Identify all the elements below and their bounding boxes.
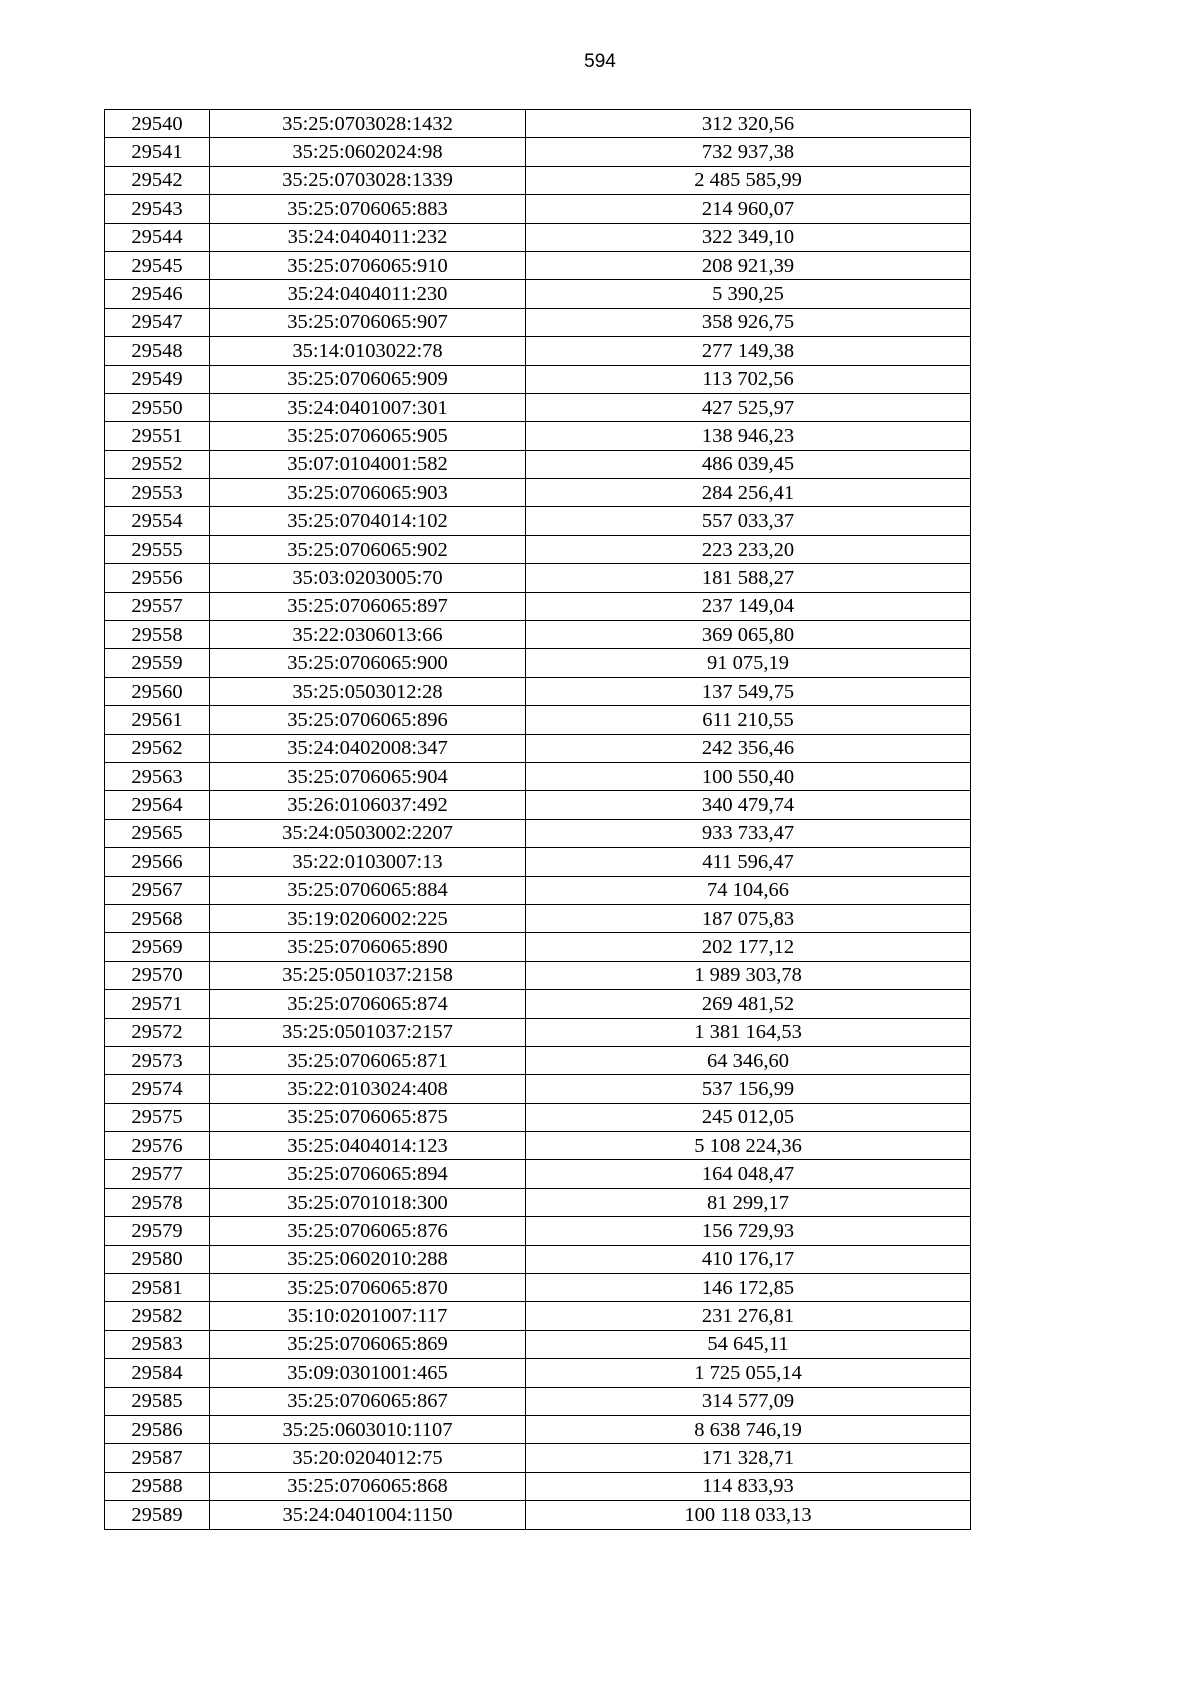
row-number-cell: 29549 (105, 365, 210, 393)
table-row (105, 1046, 971, 1074)
cadastral-value-cell: 1 989 303,78 (526, 961, 971, 989)
cadastral-value-cell: 284 256,41 (526, 479, 971, 507)
page-number: 594 (584, 51, 616, 72)
cadastral-value-cell: 537 156,99 (526, 1075, 971, 1103)
cadastral-number-cell: 35:25:0706065:907 (210, 308, 526, 336)
table-row (105, 1415, 971, 1443)
row-number-cell: 29562 (105, 734, 210, 762)
cadastral-value-cell: 81 299,17 (526, 1188, 971, 1216)
cadastral-number-cell: 35:26:0106037:492 (210, 791, 526, 819)
cadastral-number-cell: 35:25:0706065:874 (210, 990, 526, 1018)
cadastral-value-cell: 74 104,66 (526, 876, 971, 904)
cadastral-number-cell: 35:24:0401007:301 (210, 393, 526, 421)
cadastral-value-cell: 114 833,93 (526, 1472, 971, 1500)
cadastral-number-cell: 35:25:0706065:900 (210, 649, 526, 677)
cadastral-number-cell: 35:25:0706065:868 (210, 1472, 526, 1500)
row-number-cell: 29577 (105, 1160, 210, 1188)
cadastral-number-cell: 35:25:0706065:871 (210, 1046, 526, 1074)
cadastral-value-table (104, 109, 971, 1530)
cadastral-value-cell: 933 733,47 (526, 819, 971, 847)
cadastral-number-cell: 35:25:0706065:890 (210, 933, 526, 961)
cadastral-value-cell: 171 328,71 (526, 1444, 971, 1472)
cadastral-number-cell: 35:24:0404011:232 (210, 223, 526, 251)
cadastral-number-cell: 35:09:0301001:465 (210, 1359, 526, 1387)
table-row (105, 535, 971, 563)
cadastral-number-cell: 35:24:0402008:347 (210, 734, 526, 762)
cadastral-value-cell: 427 525,97 (526, 393, 971, 421)
table-row (105, 1501, 971, 1529)
table-row (105, 791, 971, 819)
table-row (105, 393, 971, 421)
cadastral-number-cell: 35:25:0706065:909 (210, 365, 526, 393)
cadastral-number-cell: 35:25:0703028:1339 (210, 166, 526, 194)
row-number-cell: 29558 (105, 621, 210, 649)
cadastral-number-cell: 35:24:0503002:2207 (210, 819, 526, 847)
table-row (105, 1075, 971, 1103)
cadastral-value-cell: 5 108 224,36 (526, 1132, 971, 1160)
row-number-cell: 29566 (105, 848, 210, 876)
cadastral-value-cell: 322 349,10 (526, 223, 971, 251)
table-row (105, 365, 971, 393)
cadastral-number-cell: 35:24:0404011:230 (210, 280, 526, 308)
row-number-cell: 29568 (105, 904, 210, 932)
cadastral-value-cell: 146 172,85 (526, 1274, 971, 1302)
cadastral-value-cell: 8 638 746,19 (526, 1415, 971, 1443)
cadastral-number-cell: 35:19:0206002:225 (210, 904, 526, 932)
cadastral-value-cell: 411 596,47 (526, 848, 971, 876)
row-number-cell: 29550 (105, 393, 210, 421)
row-number-cell: 29579 (105, 1217, 210, 1245)
cadastral-value-cell: 223 233,20 (526, 535, 971, 563)
row-number-cell: 29564 (105, 791, 210, 819)
row-number-cell: 29555 (105, 535, 210, 563)
cadastral-value-cell: 242 356,46 (526, 734, 971, 762)
row-number-cell: 29587 (105, 1444, 210, 1472)
table-row (105, 1472, 971, 1500)
row-number-cell: 29552 (105, 450, 210, 478)
cadastral-value-cell: 137 549,75 (526, 677, 971, 705)
table-row (105, 1274, 971, 1302)
table-row (105, 1217, 971, 1245)
cadastral-value-cell: 557 033,37 (526, 507, 971, 535)
cadastral-number-cell: 35:25:0602024:98 (210, 138, 526, 166)
cadastral-number-cell: 35:25:0706065:903 (210, 479, 526, 507)
cadastral-number-cell: 35:10:0201007:117 (210, 1302, 526, 1330)
cadastral-number-cell: 35:25:0706065:897 (210, 592, 526, 620)
cadastral-number-cell: 35:25:0501037:2157 (210, 1018, 526, 1046)
row-number-cell: 29571 (105, 990, 210, 1018)
cadastral-number-cell: 35:25:0706065:884 (210, 876, 526, 904)
cadastral-value-cell: 1 381 164,53 (526, 1018, 971, 1046)
table-row (105, 138, 971, 166)
row-number-cell: 29541 (105, 138, 210, 166)
table-body (105, 110, 971, 1530)
table-row (105, 1103, 971, 1131)
table-row (105, 848, 971, 876)
table-row (105, 251, 971, 279)
row-number-cell: 29582 (105, 1302, 210, 1330)
table-row (105, 337, 971, 365)
table-row (105, 933, 971, 961)
table-row (105, 762, 971, 790)
cadastral-value-cell: 340 479,74 (526, 791, 971, 819)
table-row (105, 450, 971, 478)
row-number-cell: 29581 (105, 1274, 210, 1302)
table-row (105, 507, 971, 535)
cadastral-number-cell: 35:22:0103024:408 (210, 1075, 526, 1103)
cadastral-value-cell: 164 048,47 (526, 1160, 971, 1188)
cadastral-value-cell: 208 921,39 (526, 251, 971, 279)
table-row (105, 110, 971, 138)
cadastral-number-cell: 35:25:0501037:2158 (210, 961, 526, 989)
table-row (105, 422, 971, 450)
cadastral-value-cell: 486 039,45 (526, 450, 971, 478)
table-row (105, 1188, 971, 1216)
cadastral-number-cell: 35:25:0404014:123 (210, 1132, 526, 1160)
row-number-cell: 29585 (105, 1387, 210, 1415)
row-number-cell: 29540 (105, 110, 210, 138)
cadastral-value-cell: 91 075,19 (526, 649, 971, 677)
table-row (105, 308, 971, 336)
cadastral-value-cell: 277 149,38 (526, 337, 971, 365)
cadastral-value-cell: 369 065,80 (526, 621, 971, 649)
table-row (105, 621, 971, 649)
cadastral-value-cell: 611 210,55 (526, 706, 971, 734)
cadastral-value-cell: 54 645,11 (526, 1330, 971, 1358)
cadastral-value-cell: 358 926,75 (526, 308, 971, 336)
cadastral-number-cell: 35:25:0503012:28 (210, 677, 526, 705)
cadastral-value-cell: 100 118 033,13 (526, 1501, 971, 1529)
table-row (105, 564, 971, 592)
table-row (105, 1018, 971, 1046)
cadastral-number-cell: 35:14:0103022:78 (210, 337, 526, 365)
row-number-cell: 29554 (105, 507, 210, 535)
cadastral-value-cell: 732 937,38 (526, 138, 971, 166)
cadastral-value-cell: 138 946,23 (526, 422, 971, 450)
table-row (105, 592, 971, 620)
row-number-cell: 29546 (105, 280, 210, 308)
table-row (105, 649, 971, 677)
cadastral-number-cell: 35:25:0706065:905 (210, 422, 526, 450)
cadastral-number-cell: 35:03:0203005:70 (210, 564, 526, 592)
cadastral-number-cell: 35:25:0706065:910 (210, 251, 526, 279)
row-number-cell: 29589 (105, 1501, 210, 1529)
cadastral-number-cell: 35:20:0204012:75 (210, 1444, 526, 1472)
table-row (105, 1387, 971, 1415)
table-row (105, 677, 971, 705)
cadastral-number-cell: 35:25:0706065:875 (210, 1103, 526, 1131)
row-number-cell: 29575 (105, 1103, 210, 1131)
cadastral-number-cell: 35:25:0706065:883 (210, 195, 526, 223)
row-number-cell: 29557 (105, 592, 210, 620)
cadastral-value-cell: 187 075,83 (526, 904, 971, 932)
cadastral-number-cell: 35:25:0603010:1107 (210, 1415, 526, 1443)
row-number-cell: 29565 (105, 819, 210, 847)
table-row (105, 195, 971, 223)
cadastral-number-cell: 35:25:0706065:894 (210, 1160, 526, 1188)
cadastral-value-cell: 64 346,60 (526, 1046, 971, 1074)
table-row (105, 961, 971, 989)
row-number-cell: 29583 (105, 1330, 210, 1358)
cadastral-number-cell: 35:25:0706065:902 (210, 535, 526, 563)
row-number-cell: 29588 (105, 1472, 210, 1500)
cadastral-value-cell: 113 702,56 (526, 365, 971, 393)
row-number-cell: 29580 (105, 1245, 210, 1273)
row-number-cell: 29548 (105, 337, 210, 365)
cadastral-value-cell: 314 577,09 (526, 1387, 971, 1415)
table-row (105, 706, 971, 734)
cadastral-value-cell: 410 176,17 (526, 1245, 971, 1273)
cadastral-value-cell: 237 149,04 (526, 592, 971, 620)
cadastral-number-cell: 35:25:0706065:876 (210, 1217, 526, 1245)
cadastral-value-cell: 5 390,25 (526, 280, 971, 308)
row-number-cell: 29547 (105, 308, 210, 336)
table-row (105, 1160, 971, 1188)
cadastral-number-cell: 35:25:0704014:102 (210, 507, 526, 535)
cadastral-number-cell: 35:25:0706065:896 (210, 706, 526, 734)
row-number-cell: 29561 (105, 706, 210, 734)
cadastral-value-cell: 269 481,52 (526, 990, 971, 1018)
cadastral-number-cell: 35:22:0103007:13 (210, 848, 526, 876)
cadastral-value-cell: 100 550,40 (526, 762, 971, 790)
row-number-cell: 29560 (105, 677, 210, 705)
cadastral-value-cell: 214 960,07 (526, 195, 971, 223)
table-row (105, 1444, 971, 1472)
row-number-cell: 29551 (105, 422, 210, 450)
row-number-cell: 29553 (105, 479, 210, 507)
row-number-cell: 29569 (105, 933, 210, 961)
row-number-cell: 29543 (105, 195, 210, 223)
cadastral-number-cell: 35:25:0701018:300 (210, 1188, 526, 1216)
cadastral-value-cell: 2 485 585,99 (526, 166, 971, 194)
cadastral-value-cell: 312 320,56 (526, 110, 971, 138)
row-number-cell: 29567 (105, 876, 210, 904)
table-row (105, 904, 971, 932)
cadastral-number-cell: 35:25:0602010:288 (210, 1245, 526, 1273)
cadastral-value-cell: 181 588,27 (526, 564, 971, 592)
row-number-cell: 29570 (105, 961, 210, 989)
row-number-cell: 29573 (105, 1046, 210, 1074)
cadastral-number-cell: 35:07:0104001:582 (210, 450, 526, 478)
cadastral-number-cell: 35:25:0706065:869 (210, 1330, 526, 1358)
table-row (105, 819, 971, 847)
row-number-cell: 29578 (105, 1188, 210, 1216)
table-row (105, 990, 971, 1018)
cadastral-value-cell: 245 012,05 (526, 1103, 971, 1131)
row-number-cell: 29559 (105, 649, 210, 677)
row-number-cell: 29545 (105, 251, 210, 279)
table-row (105, 223, 971, 251)
row-number-cell: 29544 (105, 223, 210, 251)
table-row (105, 1302, 971, 1330)
cadastral-value-cell: 231 276,81 (526, 1302, 971, 1330)
table-row (105, 1330, 971, 1358)
cadastral-number-cell: 35:25:0706065:904 (210, 762, 526, 790)
row-number-cell: 29574 (105, 1075, 210, 1103)
table-row (105, 1359, 971, 1387)
row-number-cell: 29584 (105, 1359, 210, 1387)
row-number-cell: 29586 (105, 1415, 210, 1443)
row-number-cell: 29556 (105, 564, 210, 592)
cadastral-number-cell: 35:25:0706065:867 (210, 1387, 526, 1415)
row-number-cell: 29572 (105, 1018, 210, 1046)
table-row (105, 479, 971, 507)
row-number-cell: 29576 (105, 1132, 210, 1160)
table-row (105, 166, 971, 194)
cadastral-number-cell: 35:25:0706065:870 (210, 1274, 526, 1302)
row-number-cell: 29563 (105, 762, 210, 790)
table-row (105, 876, 971, 904)
cadastral-value-cell: 1 725 055,14 (526, 1359, 971, 1387)
row-number-cell: 29542 (105, 166, 210, 194)
cadastral-number-cell: 35:25:0703028:1432 (210, 110, 526, 138)
cadastral-value-cell: 202 177,12 (526, 933, 971, 961)
table-row (105, 280, 971, 308)
table-row (105, 1245, 971, 1273)
cadastral-value-cell: 156 729,93 (526, 1217, 971, 1245)
cadastral-number-cell: 35:22:0306013:66 (210, 621, 526, 649)
table-row (105, 1132, 971, 1160)
table-row (105, 734, 971, 762)
cadastral-number-cell: 35:24:0401004:1150 (210, 1501, 526, 1529)
